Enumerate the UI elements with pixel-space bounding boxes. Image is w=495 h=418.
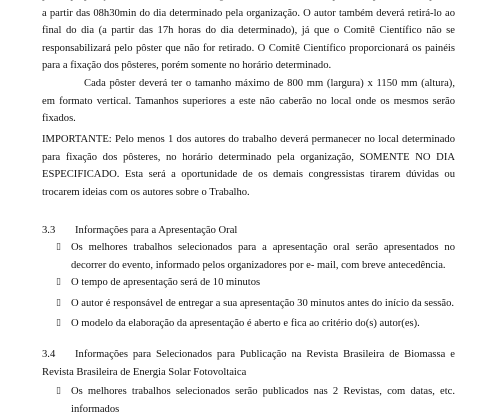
list-item xyxy=(56,239,455,274)
list-item xyxy=(56,383,455,418)
section-title: Informações para Selecionados para Publicação na Revista Brasileira de Biomassa e Revista Brasileira de Energia Solar Fotovoltaica xyxy=(42,349,455,378)
paragraph-text: Cada pôster deverá ter o tamanho máximo de 800 mm (largura) x 1150 mm (altura), em formato vertical. Tamanhos superiores a este não caberão no local onde os mesmos serão fixados. xyxy=(42,78,455,125)
section-number: 3.3 xyxy=(42,225,56,236)
paragraph-text: IMPORTANTE: Pelo menos 1 dos autores do trabalho deverá permanecer no local determinado para fixação dos pôsteres, no horário determinado pela organização, SOMENTE NO DIA ESPECIFICADO. Esta será a oportunidade de os demais congressistas tirarem dúvidas ou trocarem ideias com os autores sobre o Trabalho. xyxy=(42,134,455,198)
list-item-text: O modelo da elaboração da apresentação é aberto e fica ao critério do(s) autor(es). xyxy=(71,318,420,329)
section-title: Informações para a Apresentação Oral xyxy=(75,225,238,236)
paragraph-important xyxy=(42,131,455,201)
section-number: 3.4 xyxy=(42,349,56,360)
bullet-icon: ▯ xyxy=(56,298,61,308)
bullet-icon: ▯ xyxy=(56,277,61,287)
list-item-text: O autor é responsável de entregar a sua apresentação 30 minutos antes do início da sessão. xyxy=(71,298,455,309)
section-heading-3-4 xyxy=(42,346,455,381)
paragraph-text: a partir das 08h30min do dia determinado pela organização. O autor também deverá retirá-lo ao final do dia (a partir das 17h horas do dia determinado), já que o Comitê Científico não se responsabilizará pelo pôster que não for retirado. O Comitê Científico proporcionará os painéis para a fixação dos pôsteres, porém somente no horário determinado. xyxy=(42,7,455,72)
bullet-icon: ▯ xyxy=(56,242,61,252)
list-item xyxy=(56,295,455,313)
section-heading-3-3 xyxy=(42,222,455,240)
bullet-icon: ▯ xyxy=(56,318,61,328)
paragraph-poster-fixation xyxy=(42,0,455,75)
list-item xyxy=(56,315,455,333)
bullet-icon: ▯ xyxy=(56,386,61,396)
list-item-text: Os melhores trabalhos selecionados serão publicados nas 2 Revistas, com datas, etc. informados xyxy=(71,386,455,415)
list-item-text: O tempo de apresentação será de 10 minutos xyxy=(71,277,261,288)
paragraph-poster-size xyxy=(42,75,455,128)
list-item xyxy=(56,274,455,292)
list-item-text: Os melhores trabalhos selecionados para a apresentação oral serão apresentados no decorrer do evento, informado pelos organizadores por e- mail, com breve antecedência. xyxy=(71,242,455,271)
